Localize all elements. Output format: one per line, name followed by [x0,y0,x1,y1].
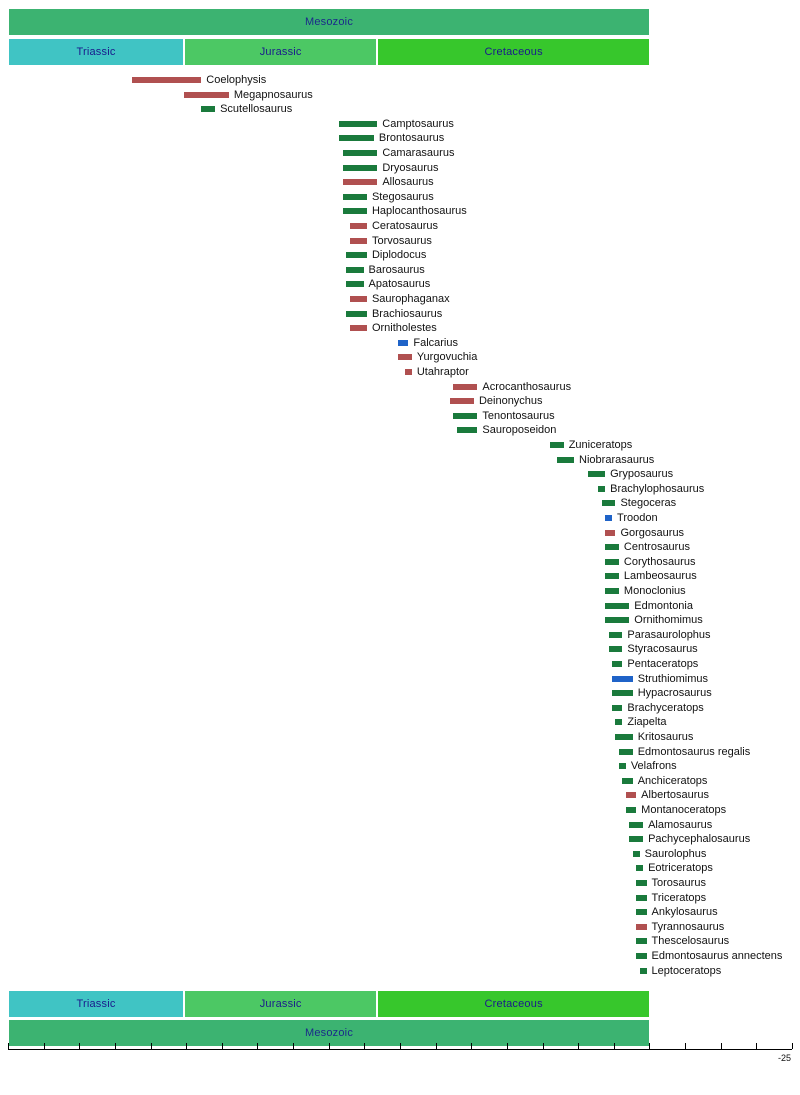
taxon-range-bar [615,734,632,740]
taxon-row[interactable] [201,103,292,115]
taxon-range-bar [612,661,622,667]
taxon-label: Brachiosaurus [371,307,443,320]
taxon-row[interactable] [612,658,698,670]
taxon-row[interactable] [405,366,469,378]
taxon-range-bar [598,486,605,492]
x-axis-tick [364,1043,365,1049]
taxon-label: Alamosaurus [648,818,713,831]
taxon-label: Tyrannosaurus [651,920,725,933]
taxon-range-bar [609,632,623,638]
taxon-row[interactable] [343,162,439,174]
taxon-range-bar [453,413,477,419]
taxon-label: Megapnosaurus [233,88,313,101]
taxon-row[interactable] [339,118,454,130]
taxon-row[interactable] [629,833,750,845]
taxon-label: Stegoceras [620,497,677,510]
taxon-label: Saurolophus [644,847,707,860]
taxon-row[interactable] [605,527,684,539]
taxon-label: Parasaurolophus [627,628,711,641]
taxon-label: Corythosaurus [623,555,696,568]
period-band-bottom-0-label: Triassic [76,998,116,1010]
period-band-top-0-label: Triassic [76,46,116,58]
taxon-label: Brontosaurus [378,132,445,145]
taxon-range-bar [636,924,646,930]
taxon-row[interactable] [350,293,450,305]
taxon-label: Styracosaurus [627,643,698,656]
taxon-range-bar [550,442,564,448]
taxon-row[interactable] [605,570,697,582]
taxon-range-bar [557,457,574,463]
taxon-label: Anchiceratops [637,774,708,787]
taxon-range-bar [398,354,412,360]
taxon-row[interactable] [346,308,442,320]
taxon-label: Ceratosaurus [371,220,438,232]
taxon-range-bar [605,515,612,521]
taxon-label: Scutellosaurus [220,103,293,116]
taxon-row[interactable] [633,848,707,860]
taxon-label: Torosaurus [651,877,706,889]
taxon-range-bar [640,968,647,974]
x-axis-tick [151,1043,152,1049]
taxon-row[interactable] [605,541,690,553]
taxon-range-bar [605,617,629,623]
taxon-range-bar [350,325,367,331]
taxon-range-bar [633,851,640,857]
taxon-range-bar [626,807,636,813]
taxon-range-bar [343,194,367,200]
x-axis-line [8,1049,792,1050]
taxon-row[interactable] [550,439,632,451]
taxon-row[interactable] [619,760,677,772]
x-axis-tick [79,1043,80,1049]
taxon-label: Ornithomimus [634,614,703,627]
period-band-top-2-label: Cretaceous [484,46,543,58]
x-axis-tick [329,1043,330,1049]
period-band-top-1-label: Jurassic [259,46,302,58]
taxon-label: Apatosaurus [368,278,431,291]
taxon-range-bar [636,895,646,901]
taxon-range-bar [629,836,643,842]
x-axis-tick [578,1043,579,1049]
taxon-row[interactable] [339,132,444,144]
period-band-bottom-1-label: Jurassic [259,998,302,1010]
taxon-label: Brachylophosaurus [610,482,705,495]
taxon-row[interactable] [615,731,693,743]
taxon-range-bar [636,880,646,886]
taxon-row[interactable] [132,74,266,86]
taxon-label: Albertosaurus [641,789,710,802]
taxon-label: Montanoceratops [641,804,727,816]
taxon-label: Pachycephalosaurus [648,833,751,846]
taxon-label: Pentaceratops [627,658,699,670]
taxon-row[interactable] [605,556,695,568]
taxon-range-bar [346,281,363,287]
taxon-range-bar [605,603,629,609]
taxon-label: Kritosaurus [637,731,694,743]
taxon-row[interactable] [609,629,711,641]
taxon-row[interactable] [398,351,477,363]
taxon-range-bar [453,384,477,390]
era-band-top-0 [8,8,650,36]
era-band-bottom-0-label: Mesozoic [304,1027,354,1039]
taxon-label: Edmontonia [634,599,693,612]
period-band-bottom-1 [184,990,377,1018]
taxon-label: Ornitholestes [371,322,437,335]
taxon-label: Haplocanthosaurus [371,205,467,218]
taxon-label: Troodon [617,512,658,524]
taxon-range-bar [636,865,643,871]
x-axis-tick-label: -25 [778,1053,792,1063]
taxon-label: Coelophysis [206,74,267,86]
taxon-range-bar [343,208,367,214]
taxon-label: Ankylosaurus [651,906,718,919]
taxon-range-bar [605,544,619,550]
taxon-row[interactable] [619,746,750,758]
taxon-range-bar [636,938,646,944]
taxon-range-bar [636,953,646,959]
taxon-row[interactable] [612,673,708,685]
period-band-top-0 [8,38,184,66]
taxon-row[interactable] [636,950,782,962]
taxon-range-bar [132,77,201,83]
taxon-row[interactable] [602,497,676,509]
taxon-range-bar [609,646,623,652]
x-axis-tick [222,1043,223,1049]
taxon-range-bar [605,559,619,565]
taxon-label: Sauroposeidon [482,424,557,437]
taxon-range-bar [450,398,474,404]
taxon-range-bar [350,223,367,229]
taxon-range-bar [201,106,215,112]
taxon-row[interactable] [343,191,434,203]
taxon-row[interactable] [588,468,673,480]
period-band-top-2 [377,38,650,66]
taxon-label: Torvosaurus [371,234,432,247]
taxon-label: Allosaurus [382,176,434,189]
taxon-row[interactable] [184,89,313,101]
x-axis-tick [756,1043,757,1049]
taxon-range-bar [339,135,374,141]
taxon-range-bar [622,778,632,784]
x-axis-tick [543,1043,544,1049]
taxon-label: Gryposaurus [610,468,674,481]
x-axis-tick [293,1043,294,1049]
x-axis-tick [115,1043,116,1049]
taxon-range-bar [350,296,367,302]
taxon-row[interactable] [398,337,458,349]
x-axis-tick [186,1043,187,1049]
taxon-range-bar [605,573,619,579]
taxon-range-bar [602,500,616,506]
taxon-label: Acrocanthosaurus [482,380,572,393]
taxon-row[interactable] [346,264,425,276]
x-axis-tick [44,1043,45,1049]
period-band-top-1 [184,38,377,66]
taxon-range-bar [343,150,378,156]
taxon-range-bar [612,676,633,682]
period-band-bottom-2 [377,990,650,1018]
x-axis-tick [8,1043,9,1049]
x-axis-tick [685,1043,686,1049]
taxon-range-bar [588,471,605,477]
taxon-label: Ziapelta [627,716,667,729]
x-axis-tick [507,1043,508,1049]
taxon-range-bar [605,530,615,536]
taxon-row[interactable] [350,322,437,334]
taxon-range-bar [636,909,646,915]
taxon-range-bar [346,267,363,273]
period-band-bottom-2-label: Cretaceous [484,998,543,1010]
taxon-row[interactable] [350,220,438,232]
taxon-label: Struthiomimus [637,672,709,685]
taxon-label: Leptoceratops [651,964,722,977]
taxon-range-bar [612,690,633,696]
x-axis-tick [436,1043,437,1049]
taxon-range-bar [343,165,378,171]
taxon-row[interactable] [612,687,712,699]
taxon-row[interactable] [636,892,706,904]
taxon-row[interactable] [598,483,704,495]
taxon-label: Velafrons [630,760,677,773]
taxon-row[interactable] [346,278,430,290]
taxon-row[interactable] [636,935,729,947]
taxon-range-bar [346,311,367,317]
taxon-label: Gorgosaurus [620,526,685,539]
taxon-row[interactable] [605,585,686,597]
taxon-range-bar [619,763,626,769]
taxon-row[interactable] [636,877,706,889]
taxon-range-bar [346,252,367,258]
taxon-row[interactable] [346,249,426,261]
taxon-row[interactable] [636,921,724,933]
taxon-range-bar [457,427,478,433]
taxon-range-bar [619,749,633,755]
x-axis-tick [471,1043,472,1049]
taxon-label: Edmontosaurus regalis [637,745,751,758]
taxon-label: Niobrarasaurus [579,453,655,466]
taxon-label: Lambeosaurus [623,570,697,583]
taxon-row[interactable] [626,804,726,816]
taxon-row[interactable] [636,862,713,874]
taxon-label: Hypacrosaurus [637,687,712,700]
taxon-row[interactable] [343,176,434,188]
period-band-bottom-0 [8,990,184,1018]
taxon-label: Brachyceratops [627,701,704,714]
taxon-label: Thescelosaurus [651,935,730,948]
taxon-label: Monoclonius [623,585,686,597]
taxon-label: Diplodocus [371,249,427,262]
taxon-row[interactable] [450,395,543,407]
taxon-range-bar [343,179,378,185]
taxon-row[interactable] [453,410,554,422]
taxon-range-bar [405,369,412,375]
taxon-label: Camarasaurus [382,147,455,159]
taxon-label: Edmontosaurus annectens [651,950,783,962]
taxon-label: Centrosaurus [623,541,690,554]
x-axis-tick [649,1043,650,1049]
taxon-row[interactable] [622,775,707,787]
taxon-range-bar [626,792,636,798]
taxon-range-bar [398,340,408,346]
taxon-label: Tenontosaurus [482,409,555,422]
taxon-range-bar [350,238,367,244]
x-axis-tick [257,1043,258,1049]
taxon-row[interactable] [605,600,693,612]
era-band-top-0-label: Mesozoic [304,16,354,28]
taxon-row[interactable] [609,643,698,655]
taxon-range-bar [339,121,377,127]
taxon-row[interactable] [343,147,455,159]
taxon-row[interactable] [636,906,717,918]
taxon-label: Dryosaurus [382,161,439,174]
x-axis-tick [614,1043,615,1049]
taxon-range-bar [629,822,643,828]
taxon-row[interactable] [557,454,654,466]
taxon-label: Utahraptor [416,366,469,378]
taxon-row[interactable] [605,512,657,524]
taxon-row[interactable] [615,716,666,728]
taxon-row[interactable] [640,965,722,977]
taxon-row[interactable] [612,702,704,714]
taxon-row[interactable] [457,424,557,436]
x-axis-tick [400,1043,401,1049]
taxon-label: Camptosaurus [382,117,454,130]
taxon-label: Yurgovuchia [416,351,478,364]
x-axis-tick [721,1043,722,1049]
taxon-label: Barosaurus [368,263,425,276]
taxon-row[interactable] [343,205,467,217]
taxon-label: Deinonychus [478,395,543,408]
taxon-label: Stegosaurus [371,190,434,203]
taxon-row[interactable] [350,235,432,247]
taxon-row[interactable] [626,789,709,801]
taxon-label: Falcarius [413,336,458,349]
x-axis-tick [792,1043,793,1049]
taxon-row[interactable] [453,381,571,393]
taxon-range-bar [605,588,619,594]
taxon-range-bar [612,705,622,711]
taxon-row[interactable] [605,614,703,626]
taxon-range-bar [184,92,229,98]
taxon-label: Triceratops [651,891,707,904]
taxon-range-bar [615,719,622,725]
taxon-label: Eotriceratops [648,862,713,875]
taxon-label: Saurophaganax [371,293,450,305]
taxon-label: Zuniceratops [568,439,633,451]
taxon-row[interactable] [629,819,712,831]
